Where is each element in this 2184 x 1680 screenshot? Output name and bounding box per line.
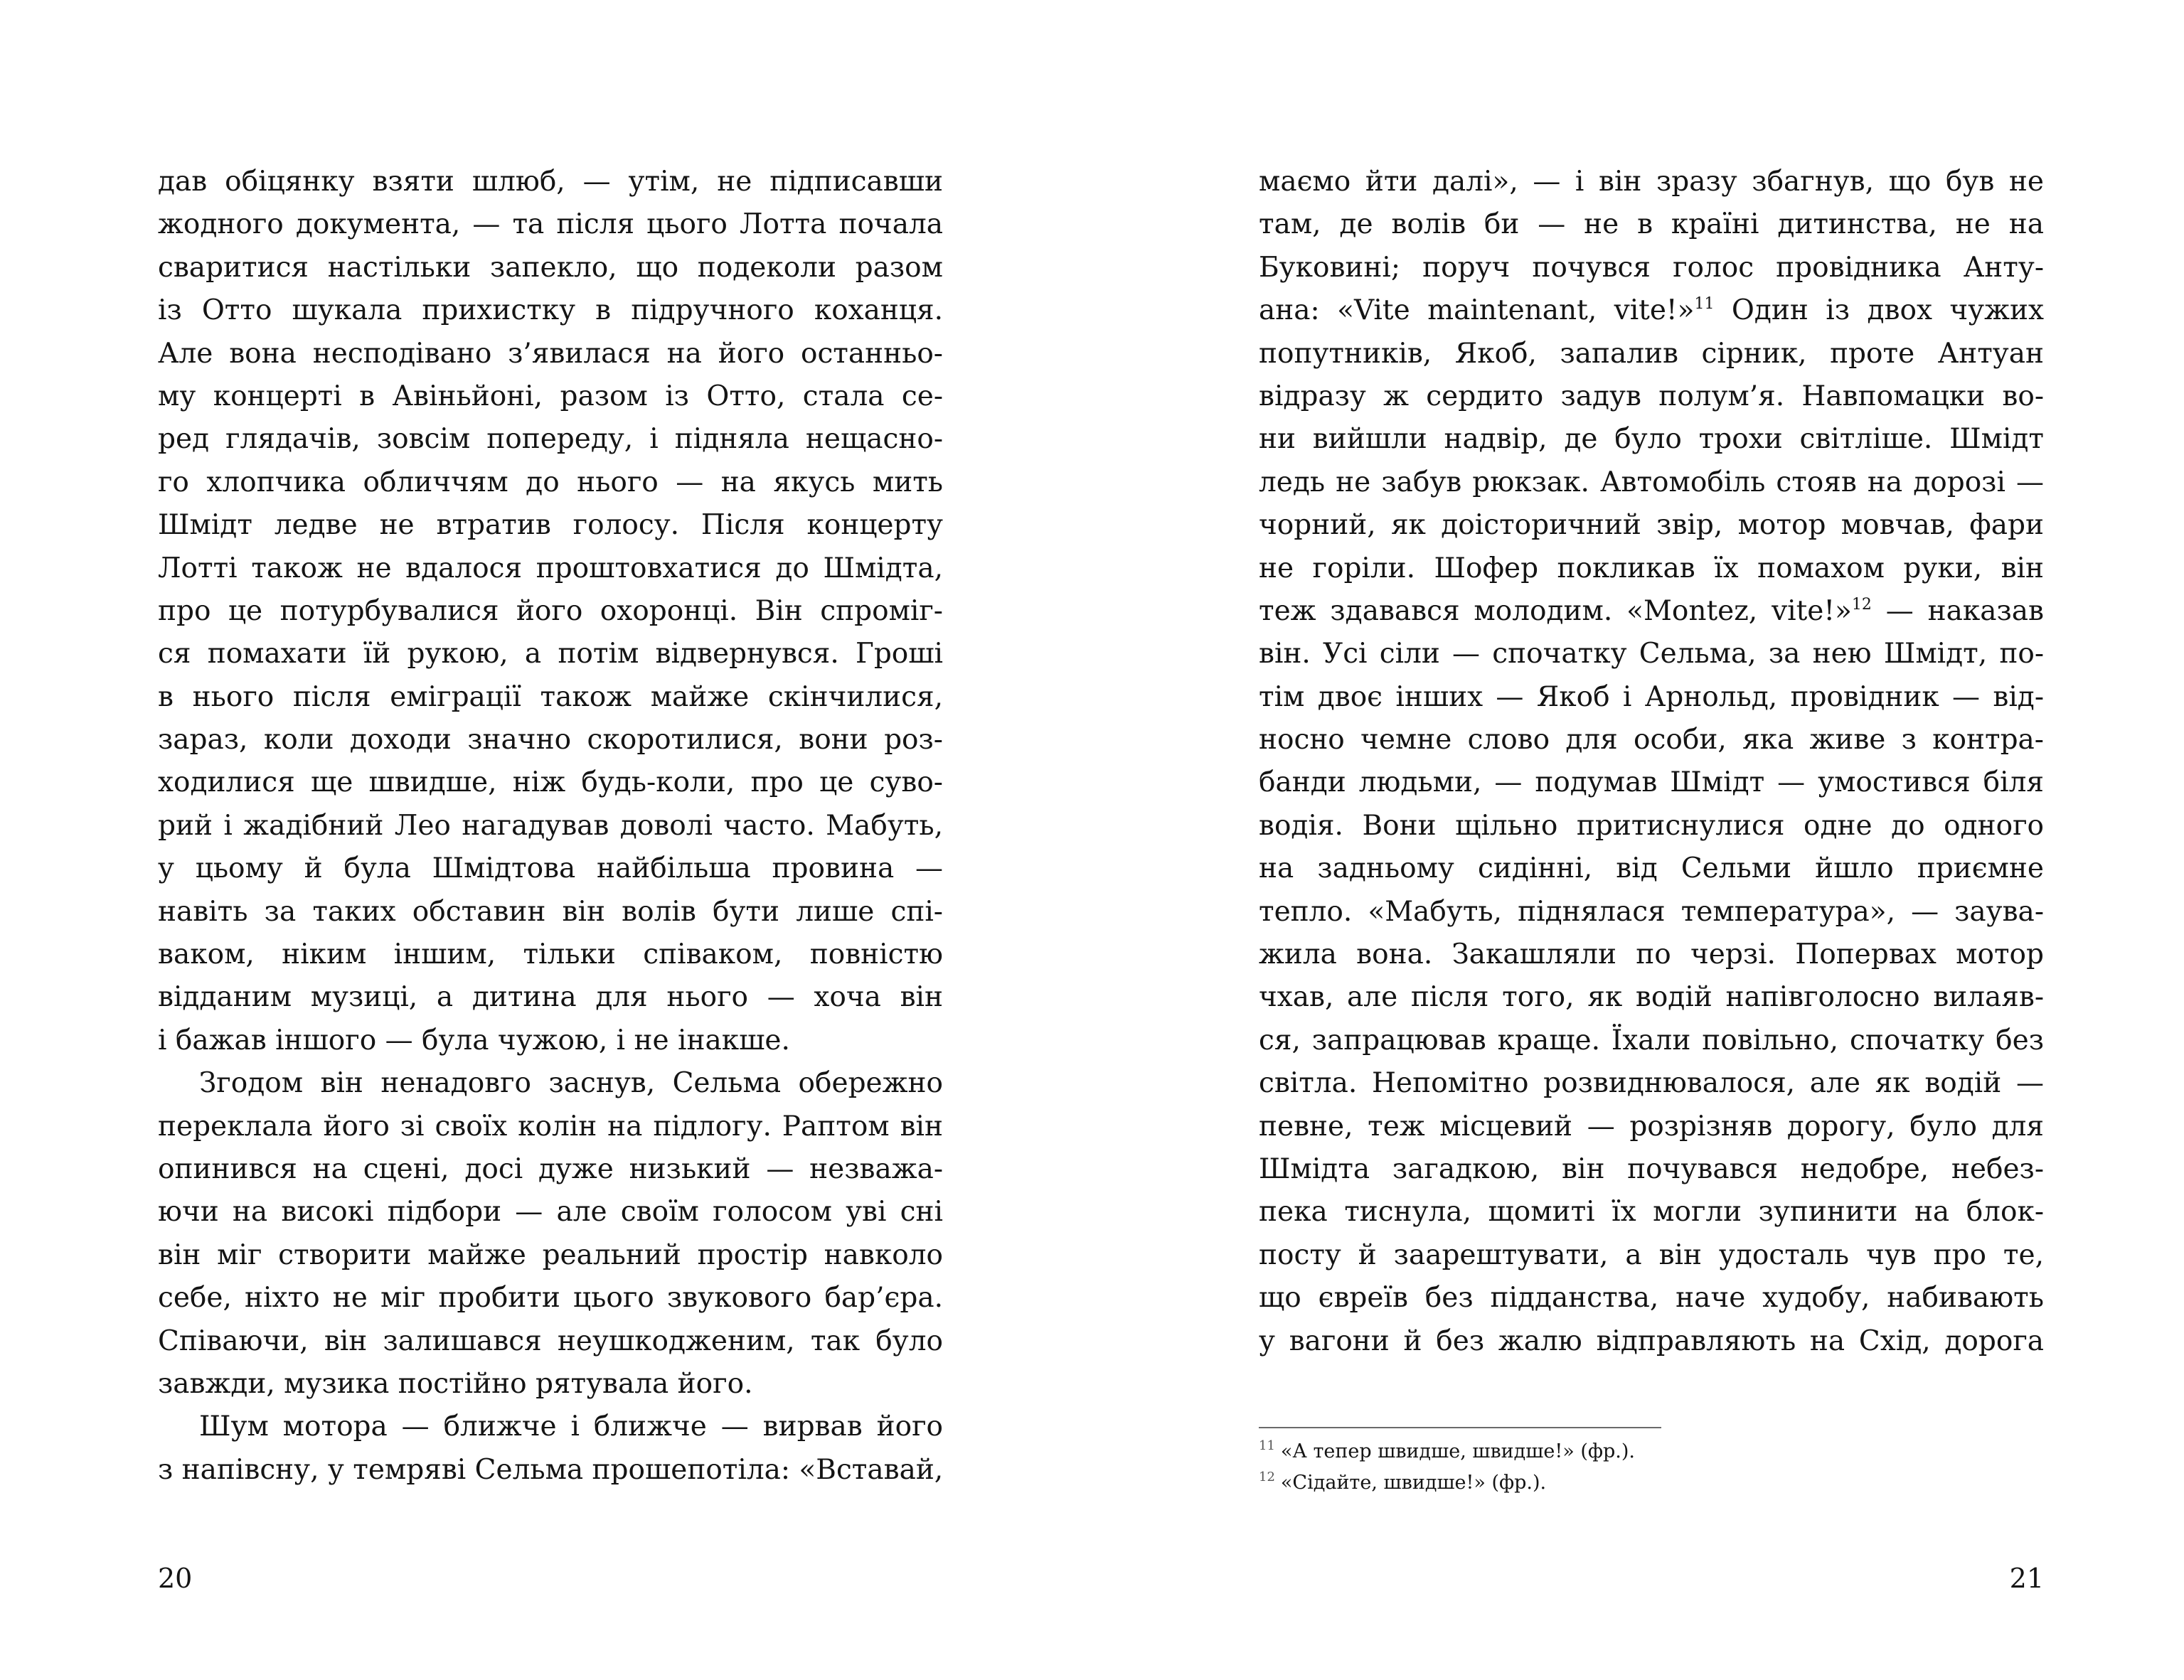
text-line: навіть за таких обставин він волів бути лише спі-	[158, 895, 943, 928]
text-line: ся, запрацював краще. Їхали повільно, спочатку без	[1259, 1024, 2044, 1056]
text-line: чхав, але після того, як водій напівголосно вилаяв-	[1259, 981, 2044, 1014]
text-line: ходилися ще швидше, ніж будь-коли, про це суво-	[158, 766, 943, 799]
left-page-text	[158, 161, 943, 1492]
footnote-number: 11	[1259, 1438, 1275, 1453]
text-line: тім двоє інших — Якоб і Арнольд, провідник — від-	[1259, 680, 2044, 713]
text-line: ни вийшли надвір, де було трохи світліше. Шмідт	[1259, 423, 2044, 456]
footnote-number: 12	[1259, 1470, 1275, 1484]
text-line: опинився на сцені, досі дуже низький — незважа-	[158, 1152, 943, 1185]
footnote-text: «Сідайте, швидше!» (фр.).	[1280, 1472, 1547, 1494]
text-line: Але вона несподівано з’явилася на його останньо-	[158, 337, 943, 370]
text-line: переклала його зі своїх колін на підлогу. Раптом він	[158, 1110, 943, 1143]
text-line: тепло. «Мабуть, піднялася температура», — заува-	[1259, 895, 2044, 928]
text-line: зараз, коли доходи значно скоротилися, вони роз-	[158, 724, 943, 756]
text-line: Шмідта загадкою, він почувався недобре, небез-	[1259, 1152, 2044, 1185]
footnotes	[1259, 1436, 1635, 1499]
text-line: себе, ніхто не міг пробити цього звукового бар’єра.	[158, 1282, 943, 1315]
text-fragment: ана: «Vite maintenant, vite!»	[1259, 294, 1695, 327]
text-line: відданим музиці, а дитина для нього — хоча він	[158, 981, 943, 1014]
text-line: ледь не забув рюкзак. Автомобіль стояв на дорозі —	[1259, 466, 2044, 498]
text-line: з напівсну, у темряві Сельма прошепотіла: «Вставай,	[158, 1453, 944, 1486]
text-line: Співаючи, він залишався неушкодженим, так було	[158, 1325, 943, 1357]
text-line: із Отто шукала прихистку в підручного коханця.	[158, 294, 943, 327]
footnote-text: «А тепер швидше, швидше!» (фр.).	[1280, 1440, 1635, 1462]
text-line-with-note	[1259, 289, 2044, 332]
right-page	[1092, 0, 2184, 1680]
text-line: водія. Вони щільно притиснулися одне до одного	[1259, 809, 2044, 842]
text-line: певне, теж місцевий — розрізняв дорогу, було для	[1259, 1110, 2044, 1143]
text-line: там, де волів би — не в країні дитинства, не на	[1259, 208, 2044, 241]
text-line: про це потурбувалися його охоронці. Він спроміг-	[158, 594, 943, 627]
text-line: і бажав іншого — була чужою, і не інакше.	[158, 1024, 790, 1056]
page-number-right: 21	[2009, 1563, 2044, 1594]
text-line: попутників, Якоб, запалив сірник, проте Антуан	[1259, 337, 2044, 370]
text-line: му концерті в Авіньйоні, разом із Отто, стала се-	[158, 380, 943, 412]
footnote-reference-11[interactable]: 11	[1694, 295, 1715, 314]
text-line: банди людьми, — подумав Шмідт — умостився біля	[1259, 766, 2044, 799]
text-line: ся помахати їй рукою, а потім відвернувся. Гроші	[158, 638, 943, 670]
text-line: на задньому сидінні, від Сельми йшло приємне	[1259, 852, 2044, 885]
text-line: Шмідт ледве не втратив голосу. Після концерту	[158, 509, 943, 542]
text-line: сваритися настільки запекло, що подеколи разом	[158, 251, 943, 284]
text-line: жодного документа, — та після цього Лотта почала	[158, 208, 943, 241]
text-line: ред глядачів, зовсім попереду, і підняла нещасно-	[158, 423, 943, 456]
text-line: посту й заарештувати, а він удосталь чув про те,	[1259, 1238, 2044, 1271]
text-line: що євреїв без підданства, наче худобу, набивають	[1259, 1282, 2044, 1315]
text-fragment: теж здавався молодим. «Montez, vite!»	[1259, 594, 1852, 627]
text-line: у цьому й була Шмідтова найбільша провина —	[158, 852, 943, 885]
text-line: жила вона. Закашляли по черзі. Попервах мотор	[1259, 938, 2044, 971]
text-line: в нього після еміграції також майже скінчилися,	[158, 680, 943, 713]
paragraph-start-line: Згодом він ненадовго заснув, Сельма обережно	[199, 1067, 943, 1100]
text-line: він міг створити майже реальний простір навколо	[158, 1238, 943, 1271]
text-line: завжди, музика постійно рятувала його.	[158, 1367, 753, 1400]
footnote-reference-12[interactable]: 12	[1851, 595, 1872, 614]
text-line: пека тиснула, щомиті їх могли зупинити на блок-	[1259, 1196, 2044, 1229]
text-line: дав обіцянку взяти шлюб, — утім, не підписавши	[158, 166, 943, 198]
text-line: він. Усі сіли — спочатку Сельма, за нею Шмідт, по-	[1259, 638, 2044, 670]
text-line: Лотті також не вдалося проштовхатися до Шмідта,	[158, 552, 943, 584]
text-line: рий і жадібний Лео нагадував доволі часто. Мабуть,	[158, 809, 943, 842]
text-fragment: — наказав	[1871, 594, 2044, 627]
footnote-12	[1259, 1467, 1635, 1499]
footnote-divider	[1259, 1427, 1661, 1428]
text-line: Буковині; поруч почувся голос провідника Анту-	[1259, 251, 2044, 284]
text-line: світла. Непомітно розвиднювалося, але як водій —	[1259, 1067, 2044, 1100]
page-number-left: 20	[158, 1563, 193, 1594]
text-line: ючи на високі підбори — але своїм голосом уві сні	[158, 1196, 943, 1229]
text-line: у вагони й без жалю відправляють на Схід, дорога	[1259, 1325, 2044, 1357]
text-line: не горіли. Шофер покликав їх помахом руки, він	[1259, 552, 2044, 584]
right-page-text	[1259, 161, 2044, 1363]
text-line: го хлопчика обличчям до нього — на якусь мить	[158, 466, 943, 498]
text-line: чорний, як доісторичний звір, мотор мовчав, фари	[1259, 509, 2044, 542]
text-line: носно чемне слово для особи, яка живе з контра-	[1259, 724, 2044, 756]
text-line: ваком, ніким іншим, тільки співаком, повністю	[158, 938, 943, 971]
paragraph-start-line: Шум мотора — ближче і ближче — вирвав його	[199, 1411, 943, 1443]
text-line-with-note	[1259, 590, 2044, 633]
text-line: маємо йти далі», — і він зразу збагнув, що був не	[1259, 166, 2044, 198]
footnote-11	[1259, 1436, 1635, 1467]
text-line: відразу ж сердито задув полум’я. Навпомацки во-	[1259, 380, 2044, 412]
text-fragment: Один із двох чужих	[1714, 294, 2044, 327]
